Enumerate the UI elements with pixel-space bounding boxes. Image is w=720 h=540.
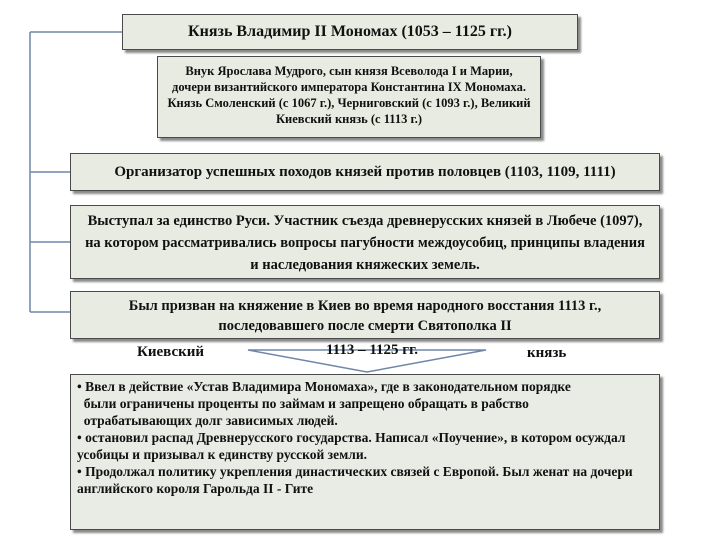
deed-item-1-line-2: были ограничены проценты по займам и запрещено обращать в рабство bbox=[77, 396, 529, 411]
deed-item-3: • Продолжал политику укрепления династических связей с Европой. Был женат на дочери английского короля Гарольда II - Гите bbox=[77, 464, 633, 496]
page-title: Князь Владимир II Мономах (1053 – 1125 гг.) bbox=[122, 14, 578, 50]
reign-right-label: князь bbox=[527, 345, 567, 361]
polovtsy-campaigns-box: Организатор успешных походов князей против половцев (1103, 1109, 1111) bbox=[70, 153, 660, 191]
deed-item-2: • остановил распад Древнерусского государства. Написал «Поучение», в котором осуждал усобицы и призывал к единству русской земли. bbox=[77, 430, 626, 462]
reign-years: 1113 – 1125 гг. bbox=[326, 342, 418, 358]
deed-item-1-line-1: • Ввел в действие «Устав Владимира Мономаха», где в законодательном порядке bbox=[77, 379, 571, 394]
deed-item-1-line-3: отрабатывающих долг зависимых людей. bbox=[77, 413, 338, 428]
biography-box: Внук Ярослава Мудрого, сын князя Всеволода I и Марии, дочери византийского императора Константина IX Мономаха. Князь Смоленский (с 1067 г.), Черниговский (с 1093 г.), Великий Киевский князь (с 1113 г.) bbox=[157, 56, 541, 138]
unity-box: Выступал за единство Руси. Участник съезда древнерусских князей в Любече (1097), на котором рассматривались вопросы пагубности междоусобиц, принципы владения и наследования княжеских земель. bbox=[70, 205, 660, 279]
deeds-box bbox=[70, 374, 660, 530]
kiev-call-box: Был призван на княжение в Киев во время народного восстания 1113 г., последовавшего после смерти Святополка II bbox=[70, 291, 660, 339]
reign-left-label: Киевский bbox=[137, 344, 205, 360]
